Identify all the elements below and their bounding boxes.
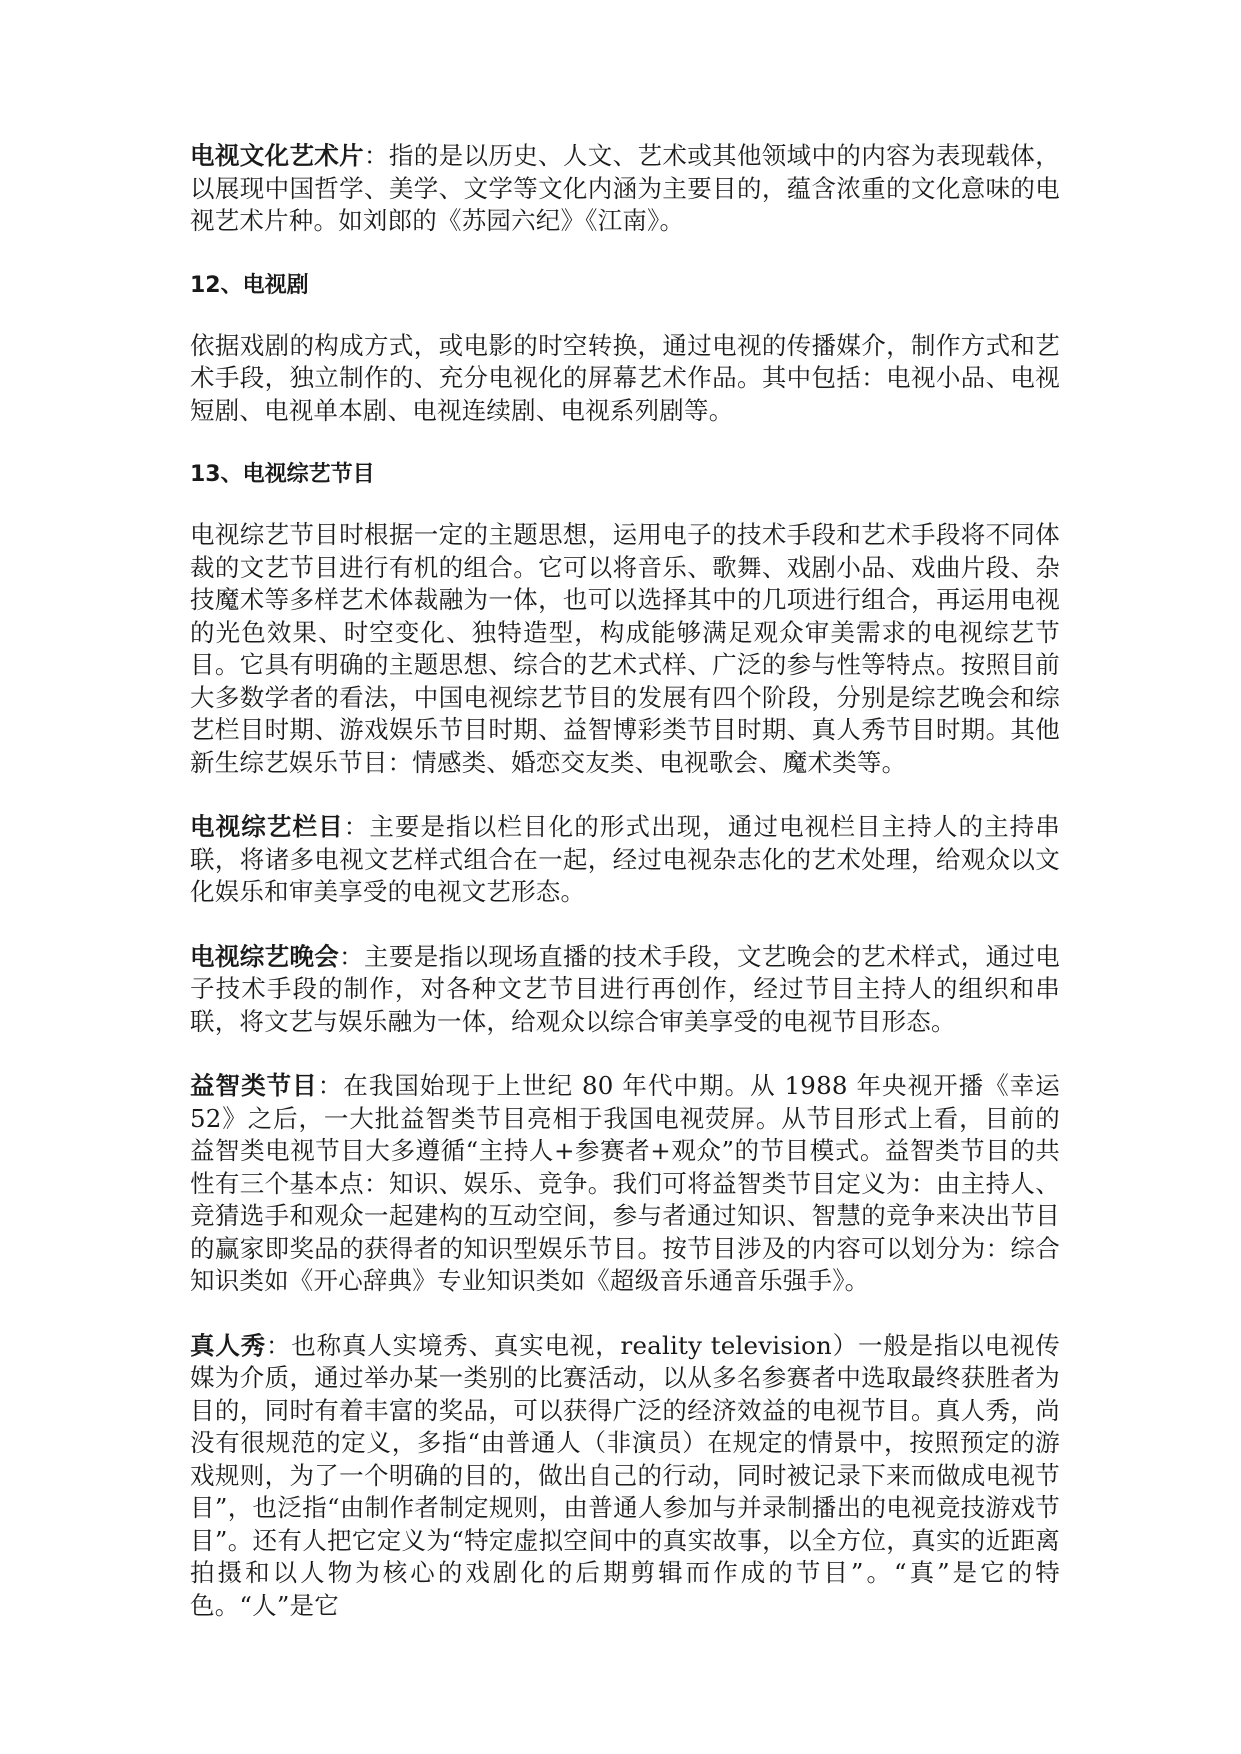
paragraph-variety-gala: [190, 941, 1060, 1039]
document-page: [190, 140, 1060, 1654]
paragraph-reality-show: [190, 1330, 1060, 1623]
term-quiz-show: 益智类节目: [190, 1071, 318, 1100]
paragraph-body: ：也称真人实境秀、真实电视，reality television）一般是指以电视传媒为介质，通过举办某一类别的比赛活动，以从多名参赛者中选取最终获胜者为目的，同时有着丰富的奖品，可以获得广泛的经济效益的电视节目。真人秀，尚没有很规范的定义，多指“由普通人（非演员）在规定的情景中，按照预定的游戏规则，为了一个明确的目的，做出自己的行动，同时被记录下来而做成电视节目”，也泛指“由制作者制定规则，由普通人参加与并录制播出的电视竞技游戏节目”。还有人把它定义为“特定虚拟空间中的真实故事，以全方位，真实的近距离拍摄和以人物为核心的戏剧化的后期剪辑而作成的节目”。“真”是它的特色。“人”是它: [190, 1330, 1060, 1620]
term-tv-culture-art-film: 电视文化艺术片: [190, 141, 365, 170]
paragraph-body: ：主要是指以现场直播的技术手段，文艺晚会的艺术样式，通过电子技术手段的制作，对各种文艺节目进行再创作，经过节目主持人的组织和串联，将文艺与娱乐融为一体，给观众以综合审美享受的电视节目形态。: [190, 941, 1060, 1036]
term-variety-column: 电视综艺栏目: [190, 812, 344, 841]
paragraph-body: ：指的是以历史、人文、艺术或其他领域中的内容为表现载体，以展现中国哲学、美学、文学等文化内涵为主要目的，蕴含浓重的文化意味的电视艺术片种。如刘郎的《苏园六纪》《江南》。: [190, 141, 1060, 235]
section-heading-13: 13、电视综艺节目: [190, 462, 375, 487]
term-reality-show: 真人秀: [190, 1330, 266, 1360]
paragraph-variety-column: [190, 811, 1060, 909]
section-heading-12: 12、电视剧: [190, 272, 309, 298]
paragraph-body: ：主要是指以栏目化的形式出现，通过电视栏目主持人的主持串联，将诸多电视文艺样式组合在一起，经过电视杂志化的艺术处理，给观众以文化娱乐和审美享受的电视文艺形态。: [190, 812, 1060, 906]
paragraph-quiz-show: [190, 1070, 1060, 1298]
paragraph-tv-culture-art-film: [190, 140, 1060, 238]
paragraph-tv-variety: 电视综艺节目时根据一定的主题思想，运用电子的技术手段和艺术手段将不同体裁的文艺节目进行有机的组合。它可以将音乐、歌舞、戏剧小品、戏曲片段、杂技魔术等多样艺术体裁融为一体，也可以选择其中的几项进行组合，再运用电视的光色效果、时空变化、独特造型，构成能够满足观众审美需求的电视综艺节目。它具有明确的主题思想、综合的艺术式样、广泛的参与性等特点。按照目前大多数学者的看法，中国电视综艺节目的发展有四个阶段，分别是综艺晚会和综艺栏目时期、游戏娱乐节目时期、益智博彩类节目时期、真人秀节目时期。其他新生综艺娱乐节目：情感类、婚恋交友类、电视歌会、魔术类等。: [190, 520, 1060, 777]
paragraph-tv-drama: 依据戏剧的构成方式，或电影的时空转换，通过电视的传播媒介，制作方式和艺术手段，独立制作的、充分电视化的屏幕艺术作品。其中包括：电视小品、电视短剧、电视单本剧、电视连续剧、电视系列剧等。: [190, 330, 1060, 425]
paragraph-body: ：在我国始现于上世纪 80 年代中期。从 1988 年央视开播《幸运 52》之后，一大批益智类节目亮相于我国电视荧屏。从节目形式上看，目前的益智类电视节目大多遵循“主持人+参赛者+观众”的节目模式。益智类节目的共性有三个基本点：知识、娱乐、竞争。我们可将益智类节目定义为：由主持人、竞猜选手和观众一起建构的互动空间，参与者通过知识、智慧的竞争来决出节目的赢家即奖品的获得者的知识型娱乐节目。按节目涉及的内容可以划分为：综合知识类如《开心辞典》专业知识类如《超级音乐通音乐强手》。: [190, 1071, 1061, 1295]
term-variety-gala: 电视综艺晚会: [190, 941, 340, 971]
